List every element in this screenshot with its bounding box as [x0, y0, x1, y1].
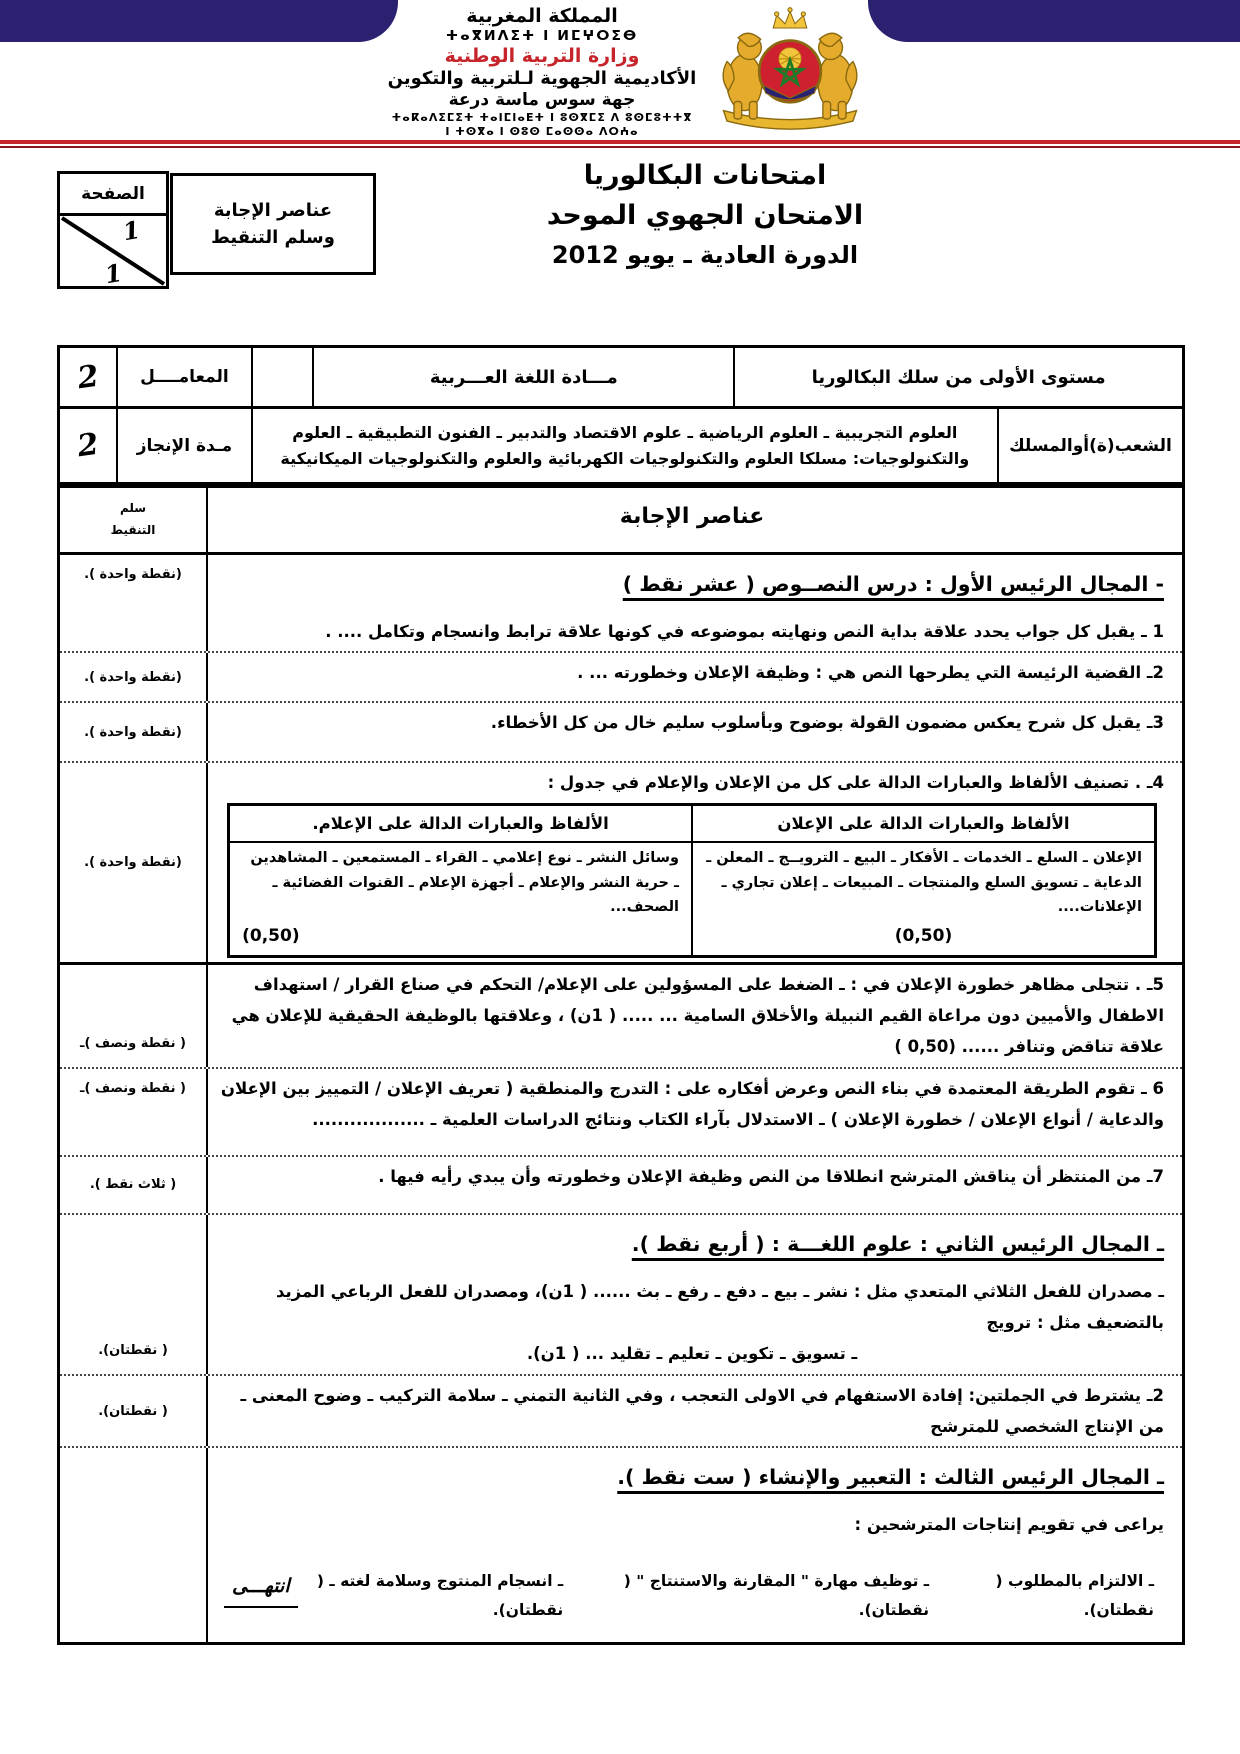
- domain2-row-1: [60, 1213, 1182, 1374]
- media-score: (0,50): [242, 925, 300, 946]
- score-label: ( نقطة ونصف )ـ: [80, 1080, 186, 1096]
- answer-row-3: [60, 701, 1182, 761]
- score-cell: [60, 1215, 208, 1374]
- scale-header: سلم التنقيط: [110, 501, 156, 537]
- answer-text: 5ـ . تتجلى مظاهر خطورة الإعلان في : ـ الضغط على المسؤولين على الإعلام/ التحكم في صناع القرار / استهداف الاطفال والأميين دون مراعاة القيم النبيلة والأخلاق السامية ... ..... ( 1ن) ، وعلاقتها بالوظيفة الحقيقية للإعلان هي علاقة تناقض وتنافر ...... (0,50 ): [231, 974, 1164, 1057]
- answer-text: 2ـ يشترط في الجملتين: إفادة الاستفهام في الاولى التعجب ، وفي الثانية التمني ـ سلامة التركيب ـ وضوح المعنى ـ من الإنتاج الشخصي للمترشح: [240, 1385, 1164, 1437]
- advertising-terms-cell: [692, 842, 1155, 956]
- answer-content: [208, 1376, 1182, 1447]
- answers-table: [57, 485, 1185, 1645]
- score-label: (نقطة واحدة ).: [84, 855, 182, 871]
- end-marker: انتهـــى: [224, 1568, 298, 1608]
- answer-text: ـ مصدران للفعل الثلاثي المتعدي مثل : نشر ـ بيع ـ دفع ـ رفع ـ بث ...... ( 1ن)، ومصدران للفعل الرباعي المزيد بالتضعيف مثل : ترويج: [275, 1281, 1164, 1333]
- domain2-title: ـ المجال الرئيس الثاني : علوم اللغـــة : ( أربع نقط ).: [631, 1231, 1164, 1256]
- scale-header-cell: [60, 488, 208, 552]
- region-name: جهة سوس ماسة درعة: [448, 90, 636, 111]
- level-cell: مستوى الأولى من سلك البكالوريا: [733, 348, 1182, 406]
- coefficient-label: المعامــــل: [116, 348, 251, 406]
- domain2-row-2: [60, 1374, 1182, 1447]
- subject-cell: مـــادة اللغة العـــربية: [312, 348, 733, 406]
- score-cell: [60, 1157, 208, 1213]
- score-cell: [60, 965, 208, 1067]
- header-navy-band-right: [868, 0, 1240, 42]
- answer-row-7: [60, 1155, 1182, 1213]
- exam-title-line3: الدورة العادية ـ يويو 2012: [551, 241, 859, 269]
- moroccan-coat-of-arms-icon: [706, 2, 874, 138]
- score-label: ( نقطتان).: [98, 1342, 168, 1358]
- exam-title-line2: الامتحان الجهوي الموحد: [546, 200, 864, 231]
- score-cell: [60, 1069, 208, 1155]
- domain3-title: ـ المجال الرئيس الثالث : التعبير والإنشاء ( ست نقط ).: [617, 1465, 1164, 1490]
- media-terms-cell: [229, 842, 692, 956]
- domain1-title: - المجال الرئيس الأول : درس النصــوص ( عشر نقط ): [622, 572, 1164, 596]
- advertising-terms: الإعلان ـ السلع ـ الخدمات ـ الأفكار ـ البيع ـ الترويــج ـ المعلن ـ الدعاية ـ تسويق السلع والمنتجات ـ المبيعات ـ إعلان تجاري ـ الإعلانات....: [706, 849, 1142, 916]
- criterion-compliance: ـ الالتزام بالمطلوب ( نقطتان).: [995, 1571, 1154, 1620]
- answers-header: عناصر الإجابة: [619, 504, 765, 529]
- exam-title-line1: امتحانات البكالوريا: [583, 160, 827, 191]
- header-navy-band-left: [0, 0, 398, 42]
- score-label: ( نقطتان).: [98, 1403, 168, 1419]
- answer-text-continued: ـ تسويق ـ تكوين ـ تعليم ـ تقليد ... ( 1ن).: [526, 1344, 858, 1364]
- page-current: 1: [120, 214, 143, 247]
- answer-content: [208, 1069, 1182, 1155]
- answer-row-6: [60, 1067, 1182, 1155]
- exam-title-block: [420, 160, 990, 269]
- answer-content: [208, 1448, 1182, 1642]
- score-cell: [60, 555, 208, 651]
- answer-content: [208, 1157, 1182, 1213]
- score-label: (نقطة واحدة ).: [84, 724, 182, 740]
- score-label: (نقطة واحدة ).: [84, 669, 182, 685]
- media-terms: وسائل النشر ـ نوع إعلامي ـ القراء ـ المستمعين ـ المشاهدين ـ حرية النشر والإعلام ـ أجهزة الإعلام ـ القنوات الفضائية ـ الصحف...: [250, 849, 680, 916]
- info-row-subject: [60, 348, 1182, 406]
- score-cell: [60, 763, 208, 962]
- title-section: [0, 148, 1240, 345]
- score-cell: [60, 703, 208, 761]
- answer-content: [208, 555, 1182, 651]
- answer-content: [208, 763, 1182, 962]
- answer-content: [208, 965, 1182, 1067]
- classification-header-row: [229, 804, 1156, 842]
- duration-value: 2: [75, 426, 101, 465]
- kingdom-name: المملكة المغربية: [466, 5, 618, 27]
- answer-content: [208, 1215, 1182, 1374]
- answer-row-1: [60, 552, 1182, 651]
- criterion-skill: ـ توظيف مهارة " المقارنة والاستنتاج " ( نقطتان).: [623, 1571, 930, 1620]
- domain3-intro: يراعى في تقويم إنتاجات المترشحين :: [854, 1515, 1164, 1535]
- media-column-header: الألفاظ والعبارات الدالة على الإعلام.: [229, 804, 692, 842]
- answer-content: [208, 653, 1182, 701]
- coefficient-value: 2: [75, 358, 101, 396]
- answers-header-cell: [208, 488, 1182, 552]
- red-divider-rule: [0, 140, 1240, 148]
- score-cell-empty: [60, 1448, 208, 1642]
- answer-text: 6 ـ تقوم الطريقة المعتمدة في بناء النص وعرض أفكاره على : التدرج والمنطقية ( تعريف الإعلان / التمييز بين الإعلان والدعاية / أنواع الإعلان / خطورة الإعلان ) ـ الاستدلال بآراء الكتاب ونتائج الدراسات العلمية ـ ..................: [220, 1078, 1164, 1130]
- ministry-name: وزارة التربية الوطنية: [444, 45, 640, 68]
- page-fraction: [60, 214, 166, 290]
- official-header: [0, 0, 1240, 140]
- classification-body-row: [229, 842, 1156, 956]
- region-name-tifinagh: ⵏ ⵜⵙⴳⴰ ⵏ ⵙⵓⵙ ⵎⴰⵙⵙⴰ ⴷⵔⵄⴰ: [445, 124, 639, 138]
- duration-label: مـدة الإنجاز: [116, 409, 251, 482]
- answer-text: 3ـ يقبل كل شرح يعكس مضمون القولة بوضوح وبأسلوب سليم خال من كل الأخطاء.: [490, 713, 1164, 733]
- answer-row-4: [60, 761, 1182, 962]
- header-text-block: [366, 5, 718, 138]
- answers-header-row: [60, 488, 1182, 552]
- answer-text: 7ـ من المنتظر أن يناقش المترشح انطلاقا من النص وظيفة الإعلان وخطورته وأن يبدي رأيه فيها .: [378, 1166, 1164, 1186]
- branch-text: العلوم التجريبية ـ العلوم الرياضية ـ علوم الاقتصاد والتدبير ـ الفنون التطبيقية ـ العلوم والتكنولوجيات: مسلكا العلوم والتكنولوجيات الكهربائية والعلوم والتكنولوجيات الميكانيكية: [251, 409, 997, 482]
- answer-text: 2ـ القضية الرئيسة التي يطرحها النص هي : وظيفة الإعلان وخطورته ... .: [577, 663, 1164, 683]
- answer-row-5: [60, 962, 1182, 1067]
- page-label: الصفحة: [60, 174, 166, 216]
- domain3-criteria: [220, 1567, 1164, 1626]
- domain3-row: [60, 1446, 1182, 1642]
- exam-info-table: [57, 345, 1185, 485]
- advertising-column-header: الألفاظ والعبارات الدالة على الإعلان: [692, 804, 1155, 842]
- kingdom-name-tifinagh: ⵜⴰⴳⵍⴷⵉⵜ ⵏ ⵍⵎⵖⵔⵉⴱ: [445, 28, 639, 45]
- score-cell: [60, 1376, 208, 1447]
- answer-text: 4ـ . تصنيف الألفاظ والعبارات الدالة على كل من الإعلان والإعلام في جدول :: [547, 773, 1164, 793]
- empty-cell: [251, 348, 313, 406]
- answer-key-label: عناصر الإجابة وسلم التنقيط: [211, 200, 335, 248]
- answer-key-label-box: [170, 173, 376, 275]
- score-cell: [60, 653, 208, 701]
- branch-label: الشعب(ة)أوالمسلك: [997, 409, 1182, 482]
- score-label: ( نقطة ونصف )ـ: [80, 1035, 186, 1051]
- score-label: ( ثلاث نقط ).: [89, 1177, 177, 1193]
- classification-table: [227, 803, 1157, 958]
- answer-content: [208, 703, 1182, 761]
- red-line-thick: [0, 140, 1240, 144]
- answer-text: 1 ـ يقبل كل جواب يحدد علاقة بداية النص ونهايته بموضوعه في كونها علاقة ترابط وانسجام وتكامل .... .: [325, 621, 1164, 641]
- score-label: (نقطة واحدة ).: [84, 567, 182, 582]
- advertising-score: (0,50): [894, 925, 953, 946]
- info-row-branch: [60, 406, 1182, 482]
- academy-name: الأكاديمية الجهوية لـلتربية والتكوين: [387, 68, 697, 90]
- answer-row-2: [60, 651, 1182, 701]
- page-total: 1: [102, 257, 125, 290]
- page-number-box: [57, 171, 169, 289]
- criterion-coherence: ـ انسجام المنتوج وسلامة لغته ـ ( نقطتان).: [316, 1571, 564, 1620]
- academy-name-tifinagh: ⵜⴰⴽⴰⴷⵉⵎⵉⵜ ⵜⴰⵏⵎⵏⴰⴹⵜ ⵏ ⵓⵙⴳⵎⵉ ⴷ ⵓⵙⵎⵓⵜⵜⴳ: [391, 111, 693, 125]
